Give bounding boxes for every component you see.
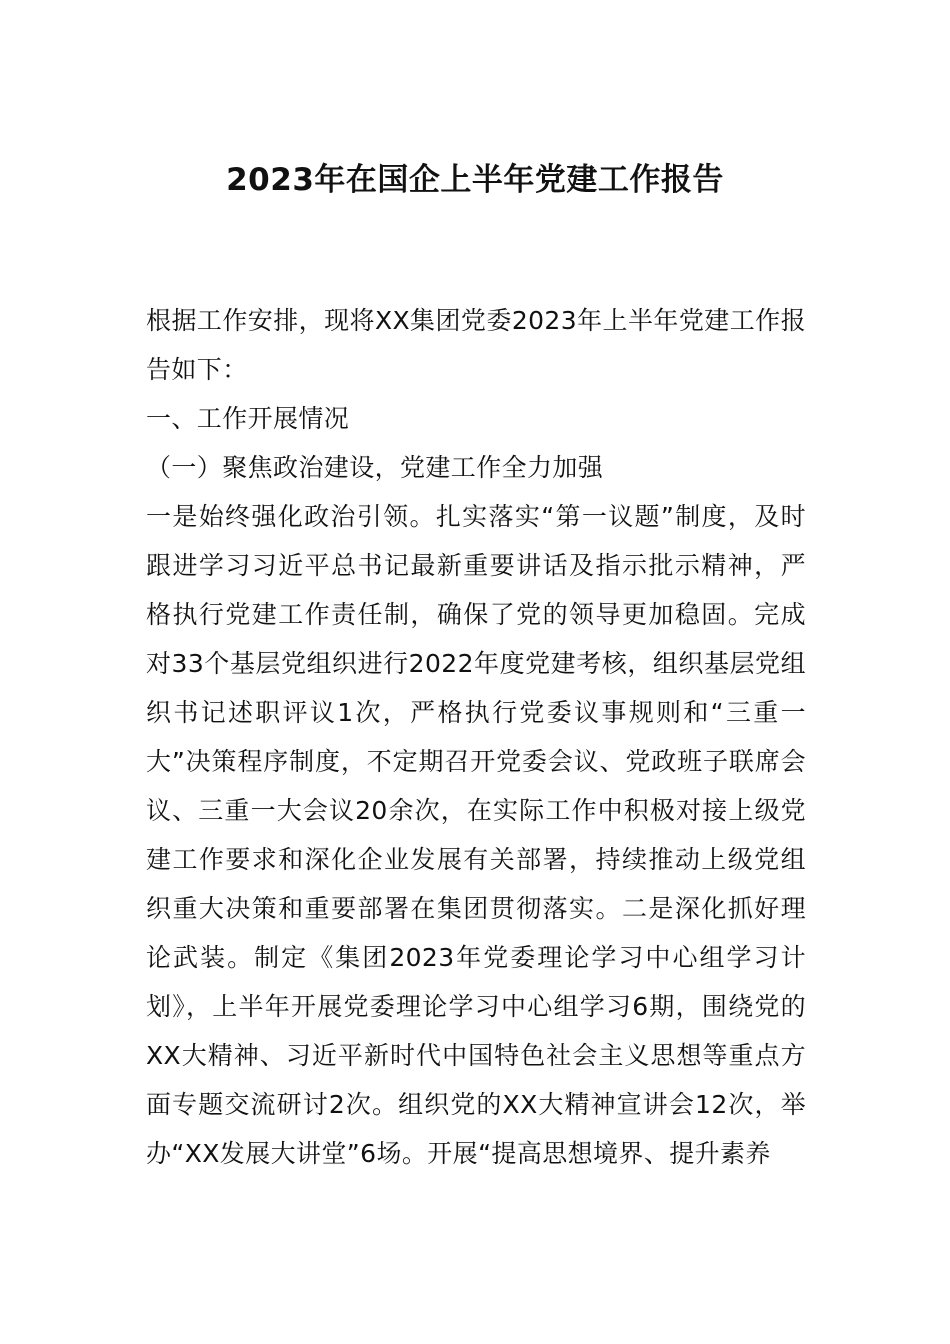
body-paragraph: 一是始终强化政治引领。扎实落实“第一议题”制度，及时跟进学习习近平总书记最新重要讲话及指示批示精神，严格执行党建工作责任制，确保了党的领导更加稳固。完成对33个基层党组织进行2022年度党建考核，组织基层党组织书记述职评议1次，严格执行党委议事规则和“三重一大”决策程序制度，不定期召开党委会议、党政班子联席会议、三重一大会议20余次，在实际工作中积极对接上级党建工作要求和深化企业发展有关部署，持续推动上级党组织重大决策和重要部署在集团贯彻落实。二是深化抓好理论武装。制定《集团2023年党委理论学习中心组学习计划》，上半年开展党委理论学习中心组学习6期，围绕党的XX大精神、习近平新时代中国特色社会主义思想等重点方面专题交流研讨2次。组织党的XX大精神宣讲会12次，举办“XX发展大讲堂”6场。开展“提高思想境界、提升素养	[146, 502, 806, 1168]
document-title: 2023年在国企上半年党建工作报告	[226, 162, 724, 198]
section-heading: 一、工作开展情况	[146, 404, 350, 433]
subsection-heading: （一）聚焦政治建设，党建工作全力加强	[146, 453, 604, 482]
intro-paragraph: 根据工作安排，现将XX集团党委2023年上半年党建工作报告如下：	[146, 306, 806, 384]
document-body	[146, 296, 806, 1178]
